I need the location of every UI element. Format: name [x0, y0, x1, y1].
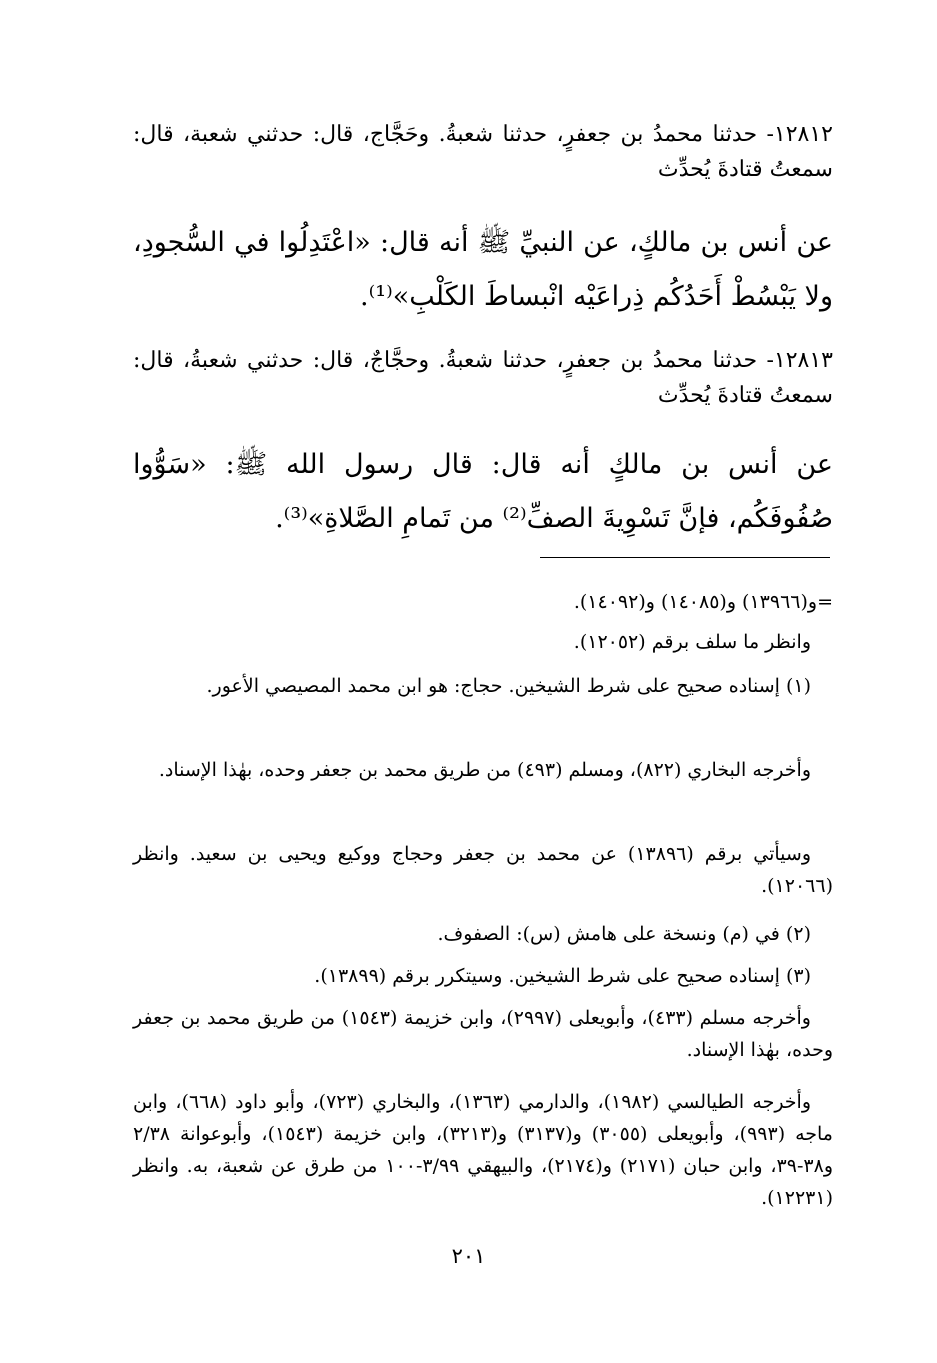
footnote-see-previous: وانظر ما سلف برقم (١٢٠٥٢). [573, 631, 811, 653]
footnote-3-grading: (٣) إسناده صحيح على شرط الشيخين. وسيتكرر برقم (١٣٨٩٩). [314, 965, 811, 987]
page-number: ٢٠١ [451, 1244, 486, 1268]
footnote-3-other-sources: وأخرجه الطيالسي (١٩٨٢)، والدارمي (١٣٦٣)، والبخاري (٧٢٣)، وأبو داود (٦٦٨)، وابن ماجه (٩٩٣)، وأبويعلى (٣٠٥٥) و(٣١٣٧) و(٣٢١٣)، وابن خزيمة (١٥٤٣)، وأبوعوانة ٢/٣٨ و٣٨-٣٩، وابن حبان (٢١٧١) و(٢١٧٤)، والبيهقي ٣/٩٩-١٠٠ من طرق عن شعبة، به. وانظر (١٢٢٣١). [133, 1091, 833, 1209]
footnote-3-sources: وأخرجه مسلم (٤٣٣)، وأبويعلى (٢٩٩٧)، وابن خزيمة (١٥٤٣) من طريق محمد بن جعفر وحده، بهٰذا الإسناد. [133, 1007, 833, 1061]
hadith-12813-isnad: ١٢٨١٣- حدثنا محمدُ بن جعفرٍ، حدثنا شعبةُ. وحجَّاجٌ، قال: حدثني شعبةُ، قال: سمعتُ قتادةَ يُحدِّث [133, 348, 833, 408]
footnote-continuation: =و(١٣٩٦٦) و(١٤٠٨٥) و(١٤٠٩٢). [573, 591, 833, 613]
hadith-12813-matn: عن أنس بن مالكٍ أنه قال: قال رسول الله ﷺ: «سَوُّوا صُفُوفَكُم، فإنَّ تَسْوِيةَ الصفِّ⁽²⁾ من تَمامِ الصَّلاةِ»⁽³⁾. [133, 449, 833, 534]
hadith-12812-matn: عن أنس بن مالكٍ، عن النبيِّ ﷺ أنه قال: «اعْتَدِلُوا في السُّجودِ، ولا يَبْسُطْ أَحَدُكُم ذِراعَيْه انْبساطَ الكَلْبِ»⁽¹⁾. [133, 227, 833, 312]
hadith-12812-isnad: ١٢٨١٢- حدثنا محمدُ بن جعفرٍ، حدثنا شعبةُ. وحَجَّاج، قال: حدثني شعبة، قال: سمعتُ قتادةَ يُحدِّث [133, 122, 833, 182]
footnote-1-sources: وأخرجه البخاري (٨٢٢)، ومسلم (٤٩٣) من طريق محمد بن جعفر وحده، بهٰذا الإسناد. [158, 759, 811, 781]
footnote-separator [540, 557, 830, 558]
footnote-1-see-also: وسيأتي برقم (١٣٨٩٦) عن محمد بن جعفر وحجاج ووكيع ويحيى بن سعيد. وانظر (١٢٠٦٦). [133, 843, 833, 897]
footnote-1-grading: (١) إسناده صحيح على شرط الشيخين. حجاج: هو ابن محمد المصيصي الأعور. [206, 675, 811, 697]
footnote-2: (٢) في (م) ونسخة على هامش (س): الصفوف. [437, 923, 811, 945]
